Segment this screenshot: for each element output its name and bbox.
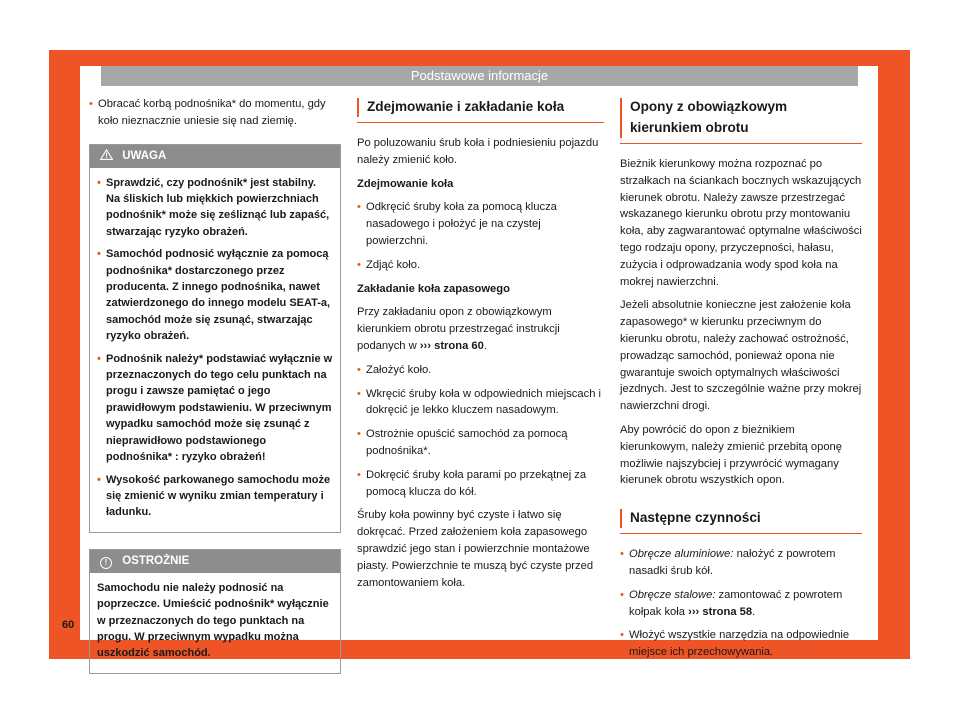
warning-box — [89, 144, 341, 533]
section-title: Następne czynności — [620, 507, 862, 534]
list-item: • Samochód podnosić wyłącznie za pomocą podnośnika* dostarczonego przez producenta. Z innego podnośnika, nawet zatwierdzonego do innego modelu SEAT-a, samochód może się zsunąć, stwarzając ryzyko obrażeń. — [97, 246, 333, 344]
warning-body — [90, 168, 340, 532]
caution-body — [90, 573, 340, 673]
list-item: • Dokręcić śruby koła parami po przekątnej za pomocą klucza do kół. — [357, 467, 604, 501]
list-item: • Wysokość parkowanego samochodu może się zmienić w wyniku zmian temperatury i ładunku. — [97, 472, 333, 521]
paragraph: Aby powrócić do opon z bieżnikiem kierunkowym, należy zmienić przebitą oponę możliwie najszybciej i przywrócić wymagany kierunek obrotu wszystkich opon. — [620, 423, 842, 487]
caution-title: OSTROŻNIE — [122, 554, 190, 567]
list-item: • Wkręcić śruby koła w odpowiednich miejscach i dokręcić je lekko kluczem nasadowym. — [357, 386, 604, 420]
item-text: zamontować z powrotem kołpak koła — [629, 588, 843, 618]
list-item: • Obracać korbą podnośnika* do momentu, gdy koło nieznacznie uniesie się nad ziemię. — [89, 96, 341, 130]
mount-text: Przy zakładaniu opon z obowiązkowym kierunkiem obrotu przestrzegać instrukcji podanych w — [357, 306, 560, 352]
item-text: Włożyć wszystkie narzędzia na odpowiednie miejsce ich przechowywania. — [629, 629, 850, 659]
paragraph: Bieżnik kierunkowy można rozpoznać po strzałkach na ściankach bocznych wskazujących kierunek obrotu. Należy zawsze przestrzegać wskazanego kierunku obrotu przy montowaniu koła, aby zagwarantować optymalne właściwości tego rodzaju opony, przyczepności, hałasu, zużycia i odprowadzania wody spod koła na mokrej nawierzchni. — [620, 158, 862, 288]
paragraph — [357, 304, 604, 354]
column-2 — [357, 96, 604, 598]
subheading: Zakładanie koła zapasowego — [357, 282, 510, 295]
list-item — [620, 587, 862, 621]
item-end: . — [752, 605, 756, 618]
page-number: 60 — [62, 619, 75, 631]
warning-title: UWAGA — [122, 149, 167, 162]
list-item — [620, 627, 862, 661]
paragraph: Po poluzowaniu śrub koła i podniesieniu pojazdu należy zmienić koło. — [357, 137, 599, 166]
paragraph: Jeżeli absolutnie konieczne jest założenie koła zapasowego* w kierunku przeciwnym do kierunku obrotu, należy zachować ostrożność, prowadząc samochód, ponieważ opona nie gwarantuje swoich optymalnych właściwości jezdnych. Jest to szczególnie ważne przy mokrej nawierzchni drogi. — [620, 299, 862, 413]
warning-triangle-icon — [100, 145, 113, 168]
page-reference-link[interactable]: ››› strona 60 — [419, 339, 484, 352]
caution-header — [90, 550, 340, 573]
subheading: Zdejmowanie koła — [357, 177, 454, 190]
header-title: Podstawowe informacje — [410, 68, 549, 83]
page-reference-link[interactable]: ››› strona 58 — [688, 605, 753, 618]
list-item — [620, 546, 862, 580]
warning-header — [90, 145, 340, 168]
section-title: Zdejmowanie i zakładanie koła — [357, 96, 604, 123]
mount-end: . — [483, 339, 487, 352]
paragraph: Śruby koła powinny być czyste i łatwo się dokręcać. Przed założeniem koła zapasowego sprawdzić jego stan i powierzchnie montażowe piasty. Powierzchnie te muszą być czyste przed zamontowaniem koła. — [357, 509, 594, 589]
column-3 — [620, 96, 862, 668]
caution-text: Samochodu nie należy podnosić na poprzeczce. Umieścić podnośnik* wyłącznie w przeznaczonych do tego punktach na progu. W przeciwnym wypadku można uszkodzić samochód. — [97, 581, 329, 660]
page-header — [101, 66, 858, 86]
item-label: Obręcze aluminiowe: — [629, 548, 734, 561]
section-title: Opony z obowiązkowym kierunkiem obrotu — [620, 96, 862, 144]
list-item: • Ostrożnie opuścić samochód za pomocą podnośnika*. — [357, 426, 604, 460]
list-item: • Zdjąć koło. — [357, 257, 604, 274]
item-text: nałożyć z powrotem nasadki śrub kół. — [629, 548, 836, 577]
caution-box — [89, 549, 341, 674]
item-label: Obręcze stalowe: — [629, 588, 716, 601]
column-1 — [89, 96, 341, 674]
list-item: • Podnośnik należy* podstawiać wyłącznie w przeznaczonych do tego celu punktach na progu i zawsze pamiętać o jego prawidłowym podstawieniu. W przeciwnym wypadku samochód może się zsunąć z nieprawidłowo podstawionego podnośnika* : ryzyko obrażeń! — [97, 351, 333, 466]
list-item: • Odkręcić śruby koła za pomocą klucza nasadowego i położyć je na czystej powierzchni. — [357, 199, 604, 249]
list-item: • Sprawdzić, czy podnośnik* jest stabilny. Na śliskich lub miękkich powierzchniach podnośnik* może się ześliznąć lub zapaść, stwarzając ryzyko obrażeń. — [97, 175, 333, 241]
info-circle-icon: ! — [100, 557, 112, 569]
list-item: • Założyć koło. — [357, 362, 604, 379]
